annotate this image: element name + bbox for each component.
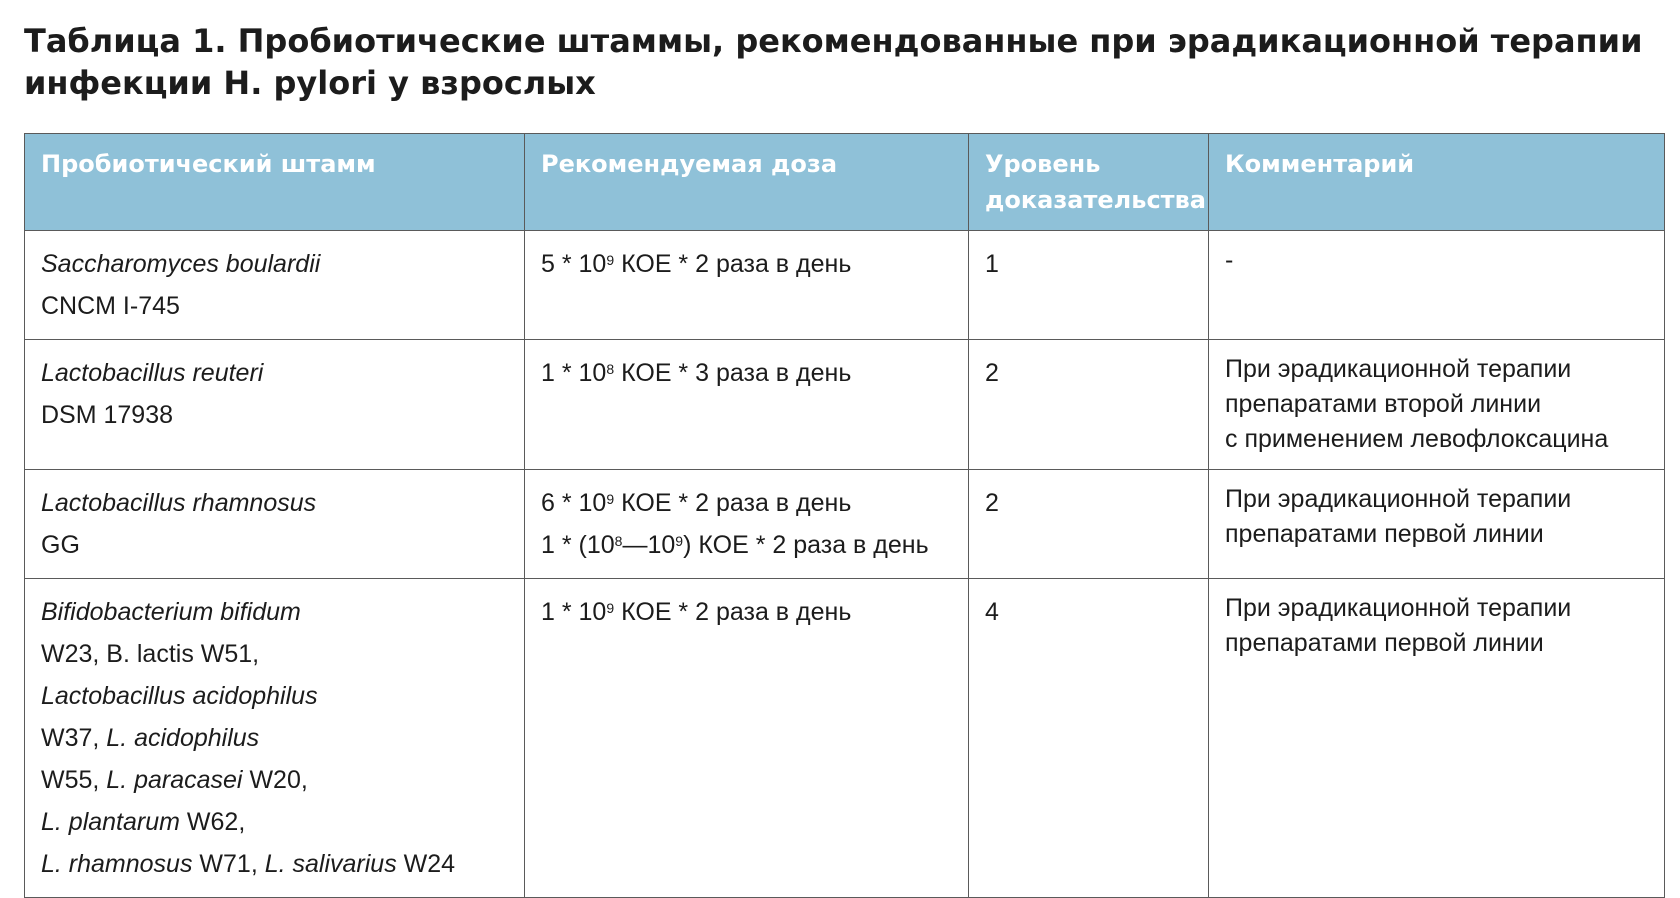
table-row (25, 340, 1665, 470)
strain-cell (25, 340, 525, 470)
strain-code: CNCM I-745 (41, 292, 180, 320)
dose-text: 1 * 10 (541, 359, 607, 387)
dose-line (541, 591, 952, 633)
dose-text: КОЕ * 2 раза в день (614, 598, 852, 626)
dose-line (541, 524, 952, 566)
comment-cell (1209, 470, 1665, 579)
strain-line (41, 352, 508, 394)
dose-text: 1 * 10 (541, 598, 607, 626)
table-body (25, 231, 1665, 898)
dose-exponent: 8 (606, 361, 615, 377)
strain-line (41, 482, 508, 524)
species-name: L. rhamnosus (41, 850, 193, 878)
strain-line (41, 285, 508, 327)
dose-text: 5 * 10 (541, 250, 607, 278)
dose-text: КОЕ * 2 раза в день (614, 489, 852, 517)
species-name: L. paracasei (106, 766, 243, 794)
strain-code: W20, (242, 766, 308, 794)
dose-text: 1 * (10 (541, 531, 615, 559)
species-name: Lactobacillus acidophilus (41, 682, 318, 710)
table-title: Таблица 1. Пробиотические штаммы, рекомендованные при эрадикационной терапии инфекции H. pylori у взрослых (24, 22, 1643, 102)
dose-text: —10 (622, 531, 676, 559)
table-row (25, 470, 1665, 579)
comment-cell (1209, 231, 1665, 340)
dose-exponent: 9 (675, 533, 684, 549)
species-name: L. salivarius (264, 850, 397, 878)
strain-code: GG (41, 531, 80, 559)
comment-line: При эрадикационной терапии (1225, 355, 1572, 383)
strain-cell (25, 579, 525, 898)
strain-code: W24 (396, 850, 456, 878)
comment-line: с применением левофлоксацина (1225, 425, 1609, 453)
species-name: L. acidophilus (106, 724, 260, 752)
dose-exponent: 9 (606, 600, 615, 616)
header-strain: Пробиотический штамм (25, 134, 525, 231)
dose-text: ) КОЕ * 2 раза в день (683, 531, 929, 559)
strain-code: W62, (179, 808, 246, 836)
probiotic-strains-table (24, 133, 1665, 898)
dose-cell (525, 470, 969, 579)
species-name: Saccharomyces boulardii (41, 250, 321, 278)
strain-code: W71, (192, 850, 265, 878)
strain-line (41, 524, 508, 566)
dose-text: КОЕ * 2 раза в день (614, 250, 852, 278)
species-name: Lactobacillus reuteri (41, 359, 264, 387)
strain-line (41, 759, 508, 801)
evidence-level-cell: 4 (969, 579, 1209, 898)
header-dose: Рекомендуемая доза (525, 134, 969, 231)
header-evidence-level: Уровень доказательства (969, 134, 1209, 231)
strain-line (41, 591, 508, 633)
table-row (25, 579, 1665, 898)
strain-line (41, 843, 508, 885)
comment-line: препаратами первой линии (1225, 629, 1544, 657)
dose-exponent: 9 (606, 252, 615, 268)
evidence-level-cell: 1 (969, 231, 1209, 340)
strain-line (41, 717, 508, 759)
table-row (25, 231, 1665, 340)
species-name: Bifidobacterium bifidum (41, 598, 301, 626)
species-name: L. plantarum (41, 808, 180, 836)
dose-text: КОЕ * 3 раза в день (614, 359, 852, 387)
dose-line (541, 482, 952, 524)
dose-text: 6 * 10 (541, 489, 607, 517)
strain-line (41, 243, 508, 285)
dose-exponent: 8 (614, 533, 623, 549)
strain-line (41, 633, 508, 675)
comment-line: препаратами первой линии (1225, 520, 1544, 548)
strain-line (41, 801, 508, 843)
comment-line: - (1225, 246, 1234, 274)
dose-cell (525, 231, 969, 340)
strain-code: DSM 17938 (41, 401, 174, 429)
table-header-row (25, 134, 1665, 231)
evidence-level-cell: 2 (969, 340, 1209, 470)
comment-line: При эрадикационной терапии (1225, 594, 1572, 622)
dose-exponent: 9 (606, 491, 615, 507)
dose-line (541, 243, 952, 285)
strain-cell (25, 470, 525, 579)
comment-line: При эрадикационной терапии (1225, 485, 1572, 513)
strain-line (41, 394, 508, 436)
species-name: Lactobacillus rhamnosus (41, 489, 317, 517)
comment-cell (1209, 340, 1665, 470)
strain-code: W37, (41, 724, 107, 752)
header-comment: Комментарий (1209, 134, 1665, 231)
strain-code: W23, B. lactis W51, (41, 640, 260, 668)
dose-cell (525, 579, 969, 898)
evidence-level-cell: 2 (969, 470, 1209, 579)
dose-cell (525, 340, 969, 470)
strain-cell (25, 231, 525, 340)
strain-line (41, 675, 508, 717)
strain-code: W55, (41, 766, 107, 794)
dose-line (541, 352, 952, 394)
comment-line: препаратами второй линии (1225, 390, 1542, 418)
comment-cell (1209, 579, 1665, 898)
